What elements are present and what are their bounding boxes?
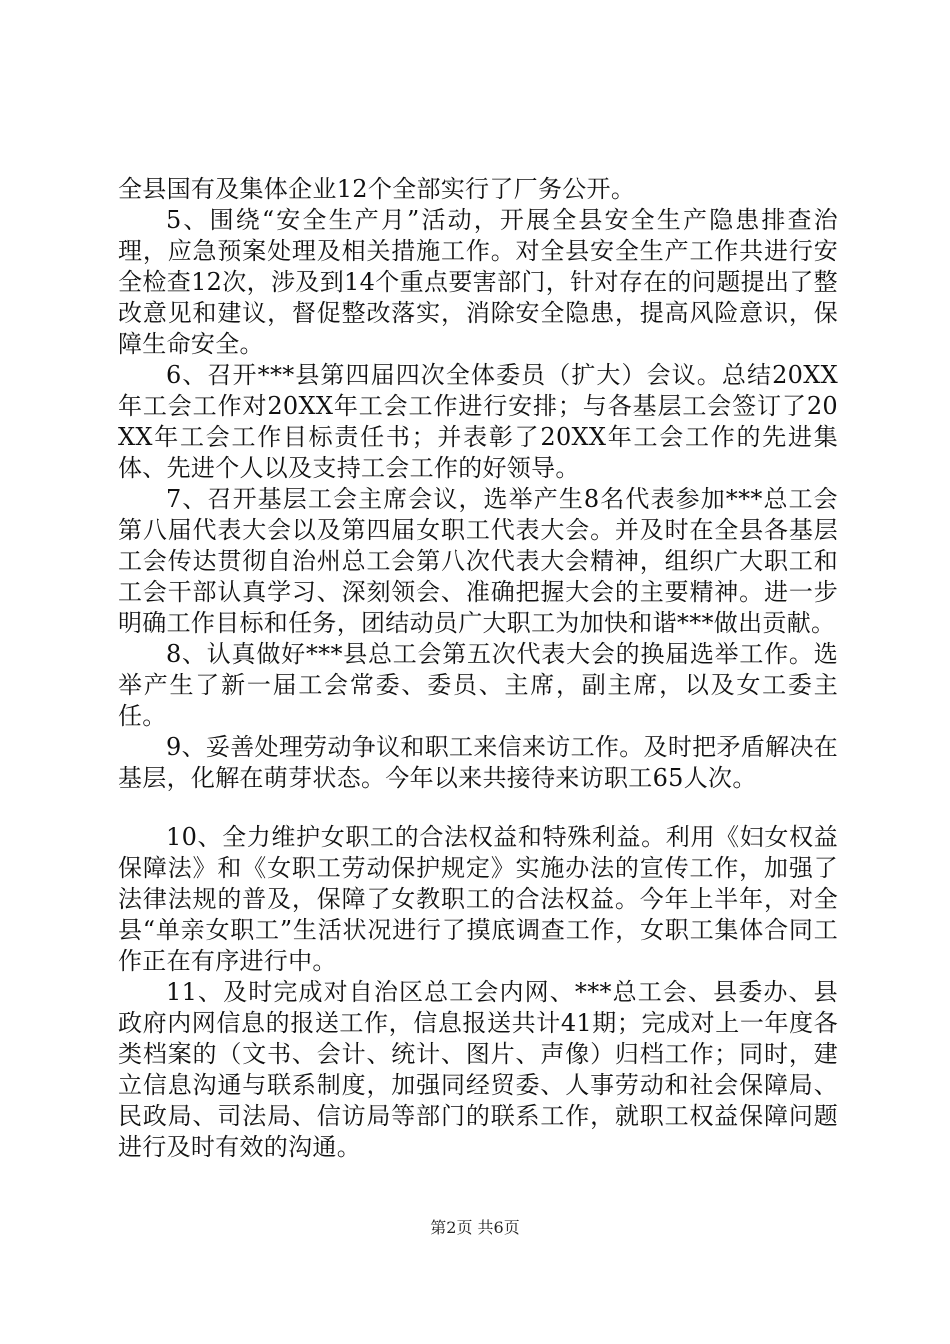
paragraph-item-7: 7、召开基层工会主席会议，选举产生8名代表参加***总工会第八届代表大会以及第四届女职工代表大会。并及时在全县各基层工会传达贯彻自治州总工会第八次代表大会精神，组织广大职工和工会干部认真学习、深刻领会、准确把握大会的主要精神。进一步明确工作目标和任务，团结动员广大职工为加快和谐***做出贡献。	[118, 485, 838, 637]
paragraph-continuation: 全县国有及集体企业12个全部实行了厂务公开。	[118, 175, 636, 203]
paragraph-item-9: 9、妥善处理劳动争议和职工来信来访工作。及时把矛盾解决在基层，化解在萌芽状态。今年以来共接待来访职工65人次。	[118, 733, 838, 792]
paragraph-item-6: 6、召开***县第四届四次全体委员（扩大）会议。总结20XX年工会工作对20XX年工会工作进行安排；与各基层工会签订了20XX年工会工作目标责任书；并表彰了20XX年工会工作的先进集体、先进个人以及支持工会工作的好领导。	[118, 361, 838, 482]
paragraph-item-10: 10、全力维护女职工的合法权益和特殊利益。利用《妇女权益保障法》和《女职工劳动保护规定》实施办法的宣传工作，加强了法律法规的普及，保障了女教职工的合法权益。今年上半年，对全县“单亲女职工”生活状况进行了摸底调查工作，女职工集体合同工作正在有序进行中。	[118, 823, 838, 975]
paragraph-item-8: 8、认真做好***县总工会第五次代表大会的换届选举工作。选举产生了新一届工会常委、委员、主席，副主席，以及女工委主任。	[118, 640, 838, 730]
document-body	[118, 174, 838, 1163]
page-number-footer: 第2页 共6页	[430, 1218, 520, 1237]
paragraph-item-5: 5、围绕“安全生产月”活动，开展全县安全生产隐患排查治理，应急预案处理及相关措施工作。对全县安全生产工作共进行安全检查12次，涉及到14个重点要害部门，针对存在的问题提出了整改意见和建议，督促整改落实，消除安全隐患，提高风险意识，保障生命安全。	[118, 206, 838, 358]
paragraph-item-11: 11、及时完成对自治区总工会内网、***总工会、县委办、县政府内网信息的报送工作，信息报送共计41期；完成对上一年度各类档案的（文书、会计、统计、图片、声像）归档工作；同时，建立信息沟通与联系制度，加强同经贸委、人事劳动和社会保障局、民政局、司法局、信访局等部门的联系工作，就职工权益保障问题进行及时有效的沟通。	[118, 978, 838, 1161]
